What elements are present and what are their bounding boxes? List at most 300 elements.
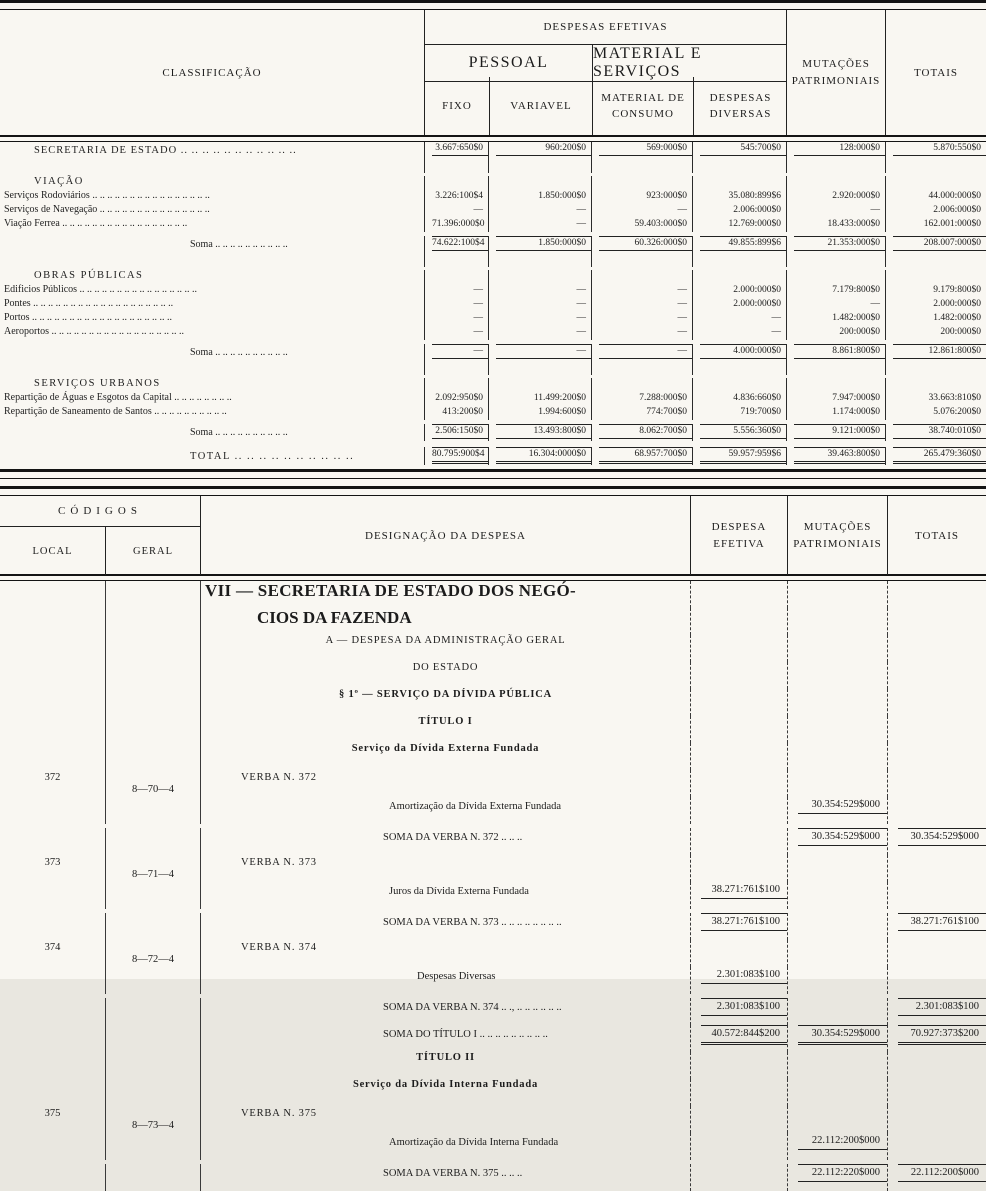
cell-totais: [887, 967, 986, 994]
cell-value: [496, 270, 591, 283]
cell-mutacoes: [786, 392, 885, 406]
cell-value: 2.000:000$0: [733, 285, 781, 295]
table-row: [0, 662, 986, 689]
cell-designacao: SOMA DA VERBA N. 374 .. ., .. .. .. .. .. ..: [200, 998, 690, 1025]
cell-value: [898, 770, 986, 786]
header-despesas-efetivas: DESPESAS EFETIVAS: [425, 10, 786, 45]
cell-mutacoes: [786, 218, 885, 232]
header-despesas-diversas: [693, 77, 787, 135]
cell-material-consumo: [591, 204, 692, 218]
cell-fixo: [424, 361, 488, 375]
cell-totais: [887, 913, 986, 940]
cell-totais: [887, 743, 986, 770]
cell-value: [701, 662, 787, 678]
cell-value: 8.861:800$0: [794, 344, 885, 359]
cell-material-consumo: [591, 236, 692, 253]
cell-totais: [887, 998, 986, 1025]
cell-mutacoes: [787, 913, 887, 940]
cell-value: [898, 1133, 986, 1149]
cell-despesa-efetiva: [690, 770, 787, 797]
cell-despesa-efetiva: [690, 998, 787, 1025]
cell-totais: [887, 1079, 986, 1106]
cell-designacao: Despesas Diversas: [200, 967, 690, 994]
cell-despesa-efetiva: [690, 662, 787, 689]
cell-value: 9.121:000$0: [794, 424, 885, 439]
header-despesa-efetiva: [690, 496, 787, 575]
cell-value: [898, 940, 986, 956]
cell-despesas-diversas: [692, 204, 786, 218]
cell-totais: [885, 176, 986, 190]
cell-value: 30.354:529$000: [798, 828, 887, 846]
cell-totais: [887, 635, 986, 662]
cell-mutacoes: [787, 662, 887, 689]
cell-totais: [885, 190, 986, 204]
cell-value: [898, 662, 986, 678]
cell-value: 80.795:900$4: [432, 447, 488, 464]
cell-fixo: [424, 176, 488, 190]
cell-codigo-local: [0, 1052, 105, 1079]
cell-fixo: [424, 447, 488, 465]
cell-despesas-diversas: [692, 236, 786, 253]
cell-value: 960:200$0: [496, 142, 591, 156]
table-row: [0, 716, 986, 743]
cell-value: 12.861:800$0: [893, 344, 986, 359]
cell-variavel: [488, 218, 591, 232]
header-pessoal: PESSOAL: [425, 45, 592, 82]
cell-value: [798, 967, 887, 983]
cell-value: 3.667:650$0: [432, 142, 488, 156]
cell-designacao: VERBA N. 374: [200, 940, 690, 967]
table-despesas-efetivas: [0, 10, 986, 469]
cell-despesas-diversas: [692, 176, 786, 190]
table-row: [0, 824, 986, 855]
cell-value: 18.433:000$0: [827, 219, 880, 229]
cell-designacao: Serviço da Dívida Externa Fundada: [200, 743, 690, 770]
header-subcolumns: [425, 77, 786, 135]
cell-fixo: [424, 190, 488, 204]
cell-designacao: SOMA DO TÍTULO I .. .. .. .. .. .. .. .. ..: [200, 1025, 690, 1052]
header-despesas-group: [424, 10, 786, 135]
cell-mutacoes: [787, 608, 887, 635]
header-label: MATERIAL DE: [601, 92, 685, 104]
cell-codigo-local: [0, 998, 105, 1025]
header-local-geral: [0, 527, 200, 575]
classificacao-cell: Edificios Públicos .. .. .. .. .. .. .. .. .. .. .. .. .. .. .. ..: [4, 284, 198, 295]
table2-header: [0, 496, 986, 574]
cell-mutacoes: [786, 142, 885, 159]
cell-despesa-efetiva: [690, 882, 787, 909]
cell-value: [496, 378, 591, 391]
cell-mutacoes: [787, 882, 887, 909]
cell-material-consumo: [591, 190, 692, 204]
cell-value: [432, 270, 488, 283]
cell-value: [701, 743, 787, 759]
cell-fixo: [424, 378, 488, 392]
cell-value: 8.062:700$0: [599, 424, 692, 439]
cell-value: [700, 361, 786, 374]
cell-value: [701, 635, 787, 651]
cell-mutacoes: [786, 204, 885, 218]
cell-variavel: [488, 176, 591, 190]
header-designacao: [200, 496, 690, 575]
cell-value: [798, 581, 887, 597]
table-row: [0, 940, 986, 967]
cell-variavel: [488, 142, 591, 159]
cell-value: 30.354:529$000: [798, 797, 887, 814]
classificacao-cell: OBRAS PÚBLICAS: [34, 270, 144, 281]
cell-mutacoes: [787, 581, 887, 608]
cell-value: [599, 378, 692, 391]
cell-value: 74.622:100$4: [432, 236, 488, 251]
cell-variavel: [488, 159, 591, 173]
cell-designacao: TÍTULO I: [200, 716, 690, 743]
cell-value: [898, 797, 986, 813]
cell-material-consumo: [591, 326, 692, 340]
header-mutacoes-patrimoniais: [786, 10, 885, 135]
cell-codigo-local: [0, 1133, 105, 1160]
table-row: [0, 232, 986, 253]
cell-value: [893, 270, 986, 283]
table-row: [0, 171, 986, 190]
cell-value: 39.463:800$0: [794, 447, 885, 464]
cell-totais: [885, 270, 986, 284]
cell-value: [798, 882, 887, 898]
cell-value: —: [473, 205, 483, 215]
table-row: [0, 1025, 986, 1052]
cell-value: [794, 361, 885, 374]
cell-mutacoes: [786, 406, 885, 420]
cell-mutacoes: [786, 361, 885, 375]
table-row: [0, 967, 986, 994]
cell-despesas-diversas: [692, 298, 786, 312]
cell-codigo-local: [0, 608, 105, 635]
cell-despesa-efetiva: [690, 1106, 787, 1133]
table-row: [0, 689, 986, 716]
cell-mutacoes: [786, 253, 885, 267]
cell-value: 70.927:373$200: [898, 1025, 986, 1045]
cell-variavel: [488, 447, 591, 465]
cell-value: 30.354:529$000: [898, 828, 986, 846]
cell-designacao: SOMA DA VERBA N. 375 .. .. ..: [200, 1164, 690, 1191]
cell-material-consumo: [591, 312, 692, 326]
table-row: [0, 635, 986, 662]
cell-value: [432, 378, 488, 391]
cell-mutacoes: [787, 998, 887, 1025]
cell-material-consumo: [591, 142, 692, 159]
classificacao-cell: TOTAL .. .. .. .. .. .. .. .. .. ..: [190, 451, 355, 462]
cell-value: [701, 716, 787, 732]
cell-value: 162.001:000$0: [923, 219, 981, 229]
cell-codigo-local: [0, 1025, 105, 1052]
table1-header: [0, 10, 986, 135]
cell-value: —: [473, 299, 483, 309]
cell-value: [599, 176, 692, 189]
header-label: PATRIMONIAIS: [791, 75, 881, 87]
cell-value: [496, 176, 591, 189]
cell-value: 38.271:761$100: [701, 913, 787, 931]
cell-value: 40.572:844$200: [701, 1025, 787, 1045]
cell-value: 38.740:010$0: [893, 424, 986, 439]
cell-codigo-geral: [105, 716, 200, 743]
cell-value: [599, 361, 692, 374]
cell-value: [701, 828, 787, 844]
header-codigos-group: [0, 496, 200, 575]
classificacao-cell: Soma .. .. .. .. .. .. .. .. .. ..: [190, 239, 288, 250]
cell-value: 5.556:360$0: [700, 424, 786, 439]
cell-codigo-local: 374: [44, 942, 61, 953]
divider: [0, 469, 986, 479]
cell-totais: [885, 344, 986, 361]
table2-body: [0, 581, 986, 1191]
cell-value: [701, 1133, 787, 1149]
cell-value: —: [677, 313, 687, 323]
cell-totais: [885, 253, 986, 267]
cell-material-consumo: [591, 218, 692, 232]
cell-codigo-geral: [105, 797, 200, 824]
table-row: [0, 312, 986, 326]
cell-fixo: [424, 218, 488, 232]
divider: [0, 574, 986, 581]
cell-mutacoes: [786, 236, 885, 253]
cell-codigo-geral: [105, 635, 200, 662]
cell-value: —: [771, 327, 781, 337]
cell-variavel: [488, 190, 591, 204]
cell-value: [794, 253, 885, 266]
cell-despesas-diversas: [692, 312, 786, 326]
cell-totais: [885, 236, 986, 253]
cell-despesas-diversas: [692, 361, 786, 375]
cell-value: [798, 635, 887, 651]
cell-fixo: [424, 236, 488, 253]
cell-value: [701, 1052, 787, 1068]
cell-variavel: [488, 253, 591, 267]
cell-value: [798, 1106, 887, 1122]
cell-mutacoes: [786, 326, 885, 340]
cell-value: 21.353:000$0: [794, 236, 885, 251]
table-row: [0, 608, 986, 635]
cell-value: 22.112:220$000: [798, 1164, 887, 1182]
cell-mutacoes: [787, 940, 887, 967]
cell-value: [794, 176, 885, 189]
cell-material-consumo: [591, 284, 692, 298]
cell-mutacoes: [787, 828, 887, 855]
cell-value: 49.855:899$6: [700, 236, 786, 251]
cell-despesa-efetiva: [690, 608, 787, 635]
cell-codigo-local: [0, 743, 105, 770]
table-row: [0, 797, 986, 824]
cell-value: [700, 176, 786, 189]
header-label: PATRIMONIAIS: [793, 538, 882, 550]
cell-fixo: [424, 270, 488, 284]
cell-value: [893, 361, 986, 374]
cell-material-consumo: [591, 392, 692, 406]
cell-despesas-diversas: [692, 447, 786, 465]
classificacao-cell: Repartição de Saneamento de Santos .. .. .. .. .. .. .. .. .. ..: [4, 406, 227, 417]
cell-value: [432, 361, 488, 374]
cell-value: [798, 913, 887, 929]
cell-totais: [887, 1106, 986, 1133]
cell-value: [701, 1164, 787, 1180]
table-row: [0, 882, 986, 909]
cell-value: 3.226:100$4: [435, 191, 483, 201]
header-label: VARIAVEL: [510, 100, 572, 112]
cell-value: 2.301:083$100: [701, 967, 787, 984]
cell-value: 719:700$0: [740, 407, 781, 417]
cell-value: —: [677, 285, 687, 295]
cell-value: —: [496, 344, 591, 359]
cell-value: 12.769:000$0: [728, 219, 781, 229]
table-row: [0, 218, 986, 232]
cell-value: [798, 998, 887, 1014]
cell-value: 7.179:800$0: [832, 285, 880, 295]
cell-mutacoes: [786, 424, 885, 441]
cell-despesa-efetiva: [690, 797, 787, 824]
cell-value: [700, 378, 786, 391]
cell-value: [432, 253, 488, 266]
cell-totais: [887, 882, 986, 909]
cell-fixo: [424, 392, 488, 406]
cell-codigo-geral: 8—71—4: [105, 855, 200, 882]
table-row: [0, 1079, 986, 1106]
cell-value: 9.179:800$0: [933, 285, 981, 295]
cell-value: [496, 253, 591, 266]
cell-codigo-local: [0, 913, 105, 940]
cell-value: [794, 378, 885, 391]
table-row: [0, 581, 986, 608]
header-label: MUTAÇÕES: [802, 58, 870, 70]
cell-value: —: [576, 205, 586, 215]
cell-value: 1.482:000$0: [933, 313, 981, 323]
cell-value: 30.354:529$000: [798, 1025, 887, 1045]
cell-value: [893, 253, 986, 266]
cell-value: 774:700$0: [646, 407, 687, 417]
cell-totais: [887, 1052, 986, 1079]
cell-despesas-diversas: [692, 142, 786, 159]
cell-value: [701, 608, 787, 624]
cell-despesa-efetiva: [690, 635, 787, 662]
cell-value: 5.076:200$0: [933, 407, 981, 417]
cell-mutacoes: [786, 159, 885, 173]
table-row: [0, 373, 986, 392]
cell-value: 59.957:959$6: [700, 447, 786, 464]
cell-value: 22.112:200$000: [798, 1133, 887, 1150]
cell-codigo-geral: 8—73—4: [105, 1106, 200, 1133]
cell-value: 59.403:000$0: [634, 219, 687, 229]
cell-value: [432, 159, 488, 172]
cell-value: [432, 176, 488, 189]
cell-value: 13.493:800$0: [496, 424, 591, 439]
cell-value: [798, 662, 887, 678]
cell-variavel: [488, 284, 591, 298]
cell-totais: [885, 218, 986, 232]
cell-material-consumo: [591, 378, 692, 392]
cell-despesa-efetiva: [690, 1052, 787, 1079]
cell-despesas-diversas: [692, 326, 786, 340]
cell-mutacoes: [786, 312, 885, 326]
cell-mutacoes: [787, 689, 887, 716]
cell-value: —: [771, 313, 781, 323]
cell-fixo: [424, 284, 488, 298]
cell-value: [898, 1106, 986, 1122]
cell-value: 2.006:000$0: [933, 205, 981, 215]
cell-codigo-geral: [105, 1164, 200, 1191]
cell-mutacoes: [787, 1025, 887, 1052]
cell-codigo-local: [0, 662, 105, 689]
cell-designacao: § 1º — SERVIÇO DA DÍVIDA PÚBLICA: [200, 689, 690, 716]
cell-value: [794, 159, 885, 172]
cell-designacao: DO ESTADO: [200, 662, 690, 689]
cell-codigo-geral: [105, 743, 200, 770]
cell-codigo-geral: [105, 662, 200, 689]
header-totais: [885, 10, 986, 135]
cell-despesa-efetiva: [690, 743, 787, 770]
cell-totais: [887, 770, 986, 797]
table-row: [0, 142, 986, 159]
cell-variavel: [488, 378, 591, 392]
table-row: [0, 406, 986, 420]
classificacao-cell: Serviços de Navegação .. .. .. .. .. .. .. .. .. .. .. .. .. .. ..: [4, 204, 210, 215]
cell-fixo: [424, 159, 488, 173]
cell-variavel: [488, 312, 591, 326]
cell-material-consumo: [591, 159, 692, 173]
table-row: [0, 1106, 986, 1133]
cell-variavel: [488, 204, 591, 218]
cell-totais: [887, 716, 986, 743]
cell-fixo: [424, 204, 488, 218]
cell-value: [898, 1052, 986, 1068]
cell-mutacoes: [787, 855, 887, 882]
cell-value: [496, 159, 591, 172]
cell-totais: [887, 940, 986, 967]
table-row: [0, 253, 986, 265]
table-row: [0, 340, 986, 361]
cell-fixo: [424, 312, 488, 326]
cell-despesa-efetiva: [690, 967, 787, 994]
classificacao-cell: Aeroportos .. .. .. .. .. .. .. .. .. .. .. .. .. .. .. .. .. ..: [4, 326, 184, 337]
cell-codigo-geral: [105, 967, 200, 994]
cell-value: [798, 1079, 887, 1095]
cell-material-consumo: [591, 447, 692, 465]
cell-despesas-diversas: [692, 190, 786, 204]
cell-value: [700, 270, 786, 283]
cell-value: 68.957:700$0: [599, 447, 692, 464]
cell-totais: [887, 1133, 986, 1160]
cell-despesa-efetiva: [690, 716, 787, 743]
cell-value: [798, 608, 887, 624]
cell-fixo: [424, 253, 488, 267]
header-label: GERAL: [133, 545, 173, 557]
cell-value: [898, 716, 986, 732]
cell-mutacoes: [786, 284, 885, 298]
cell-value: 200:000$0: [839, 327, 880, 337]
classificacao-cell: Repartição de Águas e Esgotos da Capital .. .. .. .. .. .. .. ..: [4, 392, 232, 403]
header-label: CLASSIFICAÇÃO: [162, 66, 262, 79]
table-row: [0, 392, 986, 406]
cell-designacao: SOMA DA VERBA N. 373 .. .. .. .. .. .. .. ..: [200, 913, 690, 940]
cell-mutacoes: [787, 1164, 887, 1191]
cell-value: [798, 743, 887, 759]
cell-mutacoes: [787, 1052, 887, 1079]
divider: [0, 486, 986, 496]
cell-value: [701, 689, 787, 705]
cell-value: 38.271:761$100: [898, 913, 986, 931]
cell-mutacoes: [787, 1106, 887, 1133]
header-label: DESIGNAÇÃO DA DESPESA: [365, 529, 526, 542]
cell-value: 1.994:600$0: [538, 407, 586, 417]
header-material-servicos: MATERIAL E SERVIÇOS: [592, 45, 787, 82]
cell-mutacoes: [787, 1133, 887, 1160]
cell-value: 11.499:200$0: [533, 393, 586, 403]
